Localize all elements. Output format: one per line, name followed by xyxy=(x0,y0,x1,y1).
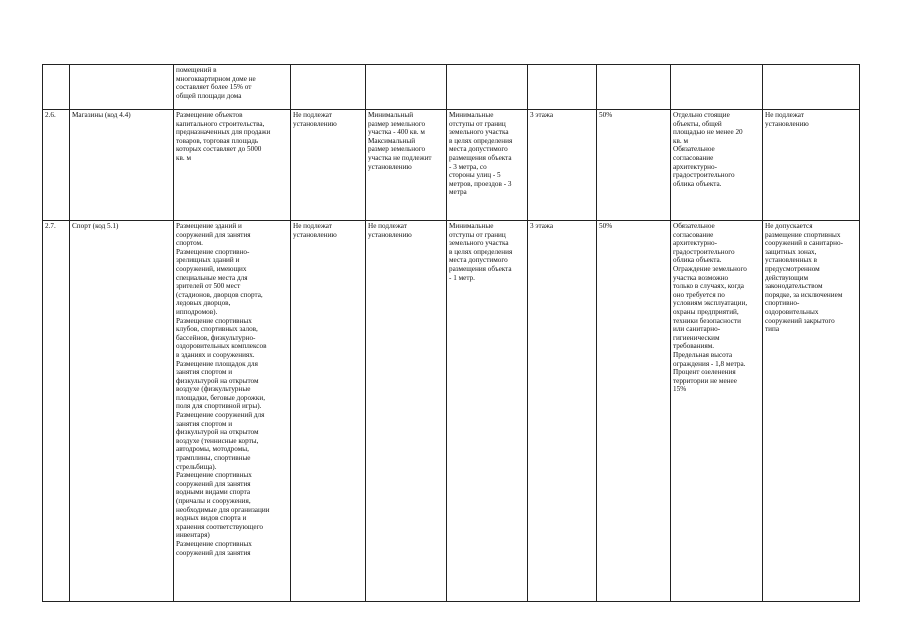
table-cell xyxy=(366,65,447,110)
table-cell: 50% xyxy=(597,221,671,602)
table-cell: Не подлежат установлению xyxy=(291,221,366,602)
row-number-cell xyxy=(43,65,70,110)
table-cell xyxy=(528,65,597,110)
table-row xyxy=(43,110,860,221)
table-cell xyxy=(597,65,671,110)
row-number-cell: 2.6. xyxy=(43,110,70,221)
use-description-cell: Размещение объектов капитального строительства, предназначенных для продажи товаров, торговая площадь которых составляет до 5000 кв. м xyxy=(174,110,291,221)
table-cell xyxy=(671,65,763,110)
table-cell: Минимальные отступы от границ земельного участка в целях определения места допустимого размещения объекта - 3 метра, со стороны улиц - 5 метров, проездов - 3 метра xyxy=(447,110,528,221)
table-cell: Отдельно стоящие объекты, общей площадью не менее 20 кв. м Обязательное согласование архитектурно- градостроительного облика объекта. xyxy=(671,110,763,221)
table-cell: 3 этажа xyxy=(528,110,597,221)
table-cell: Не подлежат установлению xyxy=(291,110,366,221)
use-type-cell: Магазины (код 4.4) xyxy=(70,110,174,221)
table-cell: 50% xyxy=(597,110,671,221)
use-description-cell: помещений в многоквартирном доме не составляет более 15% от общей площади дома xyxy=(174,65,291,110)
table-row xyxy=(43,221,860,602)
table-cell: 3 этажа xyxy=(528,221,597,602)
row-number-cell: 2.7. xyxy=(43,221,70,602)
table-cell xyxy=(447,65,528,110)
table-cell: Минимальный размер земельного участка - 400 кв. м Максимальный размер земельного участка не подлежит установлению xyxy=(366,110,447,221)
table-cell xyxy=(291,65,366,110)
table-cell xyxy=(763,65,860,110)
use-type-cell: Спорт (код 5.1) xyxy=(70,221,174,602)
table-cell: Не подлежат установлению xyxy=(763,110,860,221)
table-cell: Минимальные отступы от границ земельного участка в целях определения места допустимого размещения объекта - 1 метр. xyxy=(447,221,528,602)
table-cell: Обязательное согласование архитектурно- градостроительного облика объекта. Ограждение земельного участка возможно только в случаях, когда оно требуется по условиям эксплуатации, охраны предприятий, техники безопасности или санитарно- гигиеническим требованиям. Предельная высота ограждения - 1,8 метра. Процент озеленения территории не менее 15% xyxy=(671,221,763,602)
table-row xyxy=(43,65,860,110)
table-cell: Не допускается размещение спортивных сооружений в санитарно- защитных зонах, установленных в предусмотренном действующим законодательством порядке, за исключением спортивно- оздоровительных сооружений закрытого типа xyxy=(763,221,860,602)
use-description-cell: Размещение зданий и сооружений для занятия спортом. Размещение спортивно- зрелищных зданий и сооружений, имеющих специальные места для зрителей от 500 мест (стадионов, дворцов спорта, ледовых дворцов, ипподромов). Размещение спортивных клубов, спортивных залов, бассейнов, физкультурно- оздоровительных комплексов в зданиях и сооружениях. Размещение площадок для занятия спортом и физкультурой на открытом воздухе (физкультурные площадки, беговые дорожки, поля для спортивной игры). Размещение сооружений для занятия спортом и физкультурой на открытом воздухе (теннисные корты, автодромы, мотодромы, трамплины, спортивные стрельбища). Размещение спортивных сооружений для занятия водными видами спорта (причалы и сооружения, необходимые для организации водных видов спорта и хранения соответствующего инвентаря) Размещение спортивных сооружений для занятия xyxy=(174,221,291,602)
use-type-cell xyxy=(70,65,174,110)
table-cell: Не подлежат установлению xyxy=(366,221,447,602)
zoning-regulations-table xyxy=(42,64,860,602)
